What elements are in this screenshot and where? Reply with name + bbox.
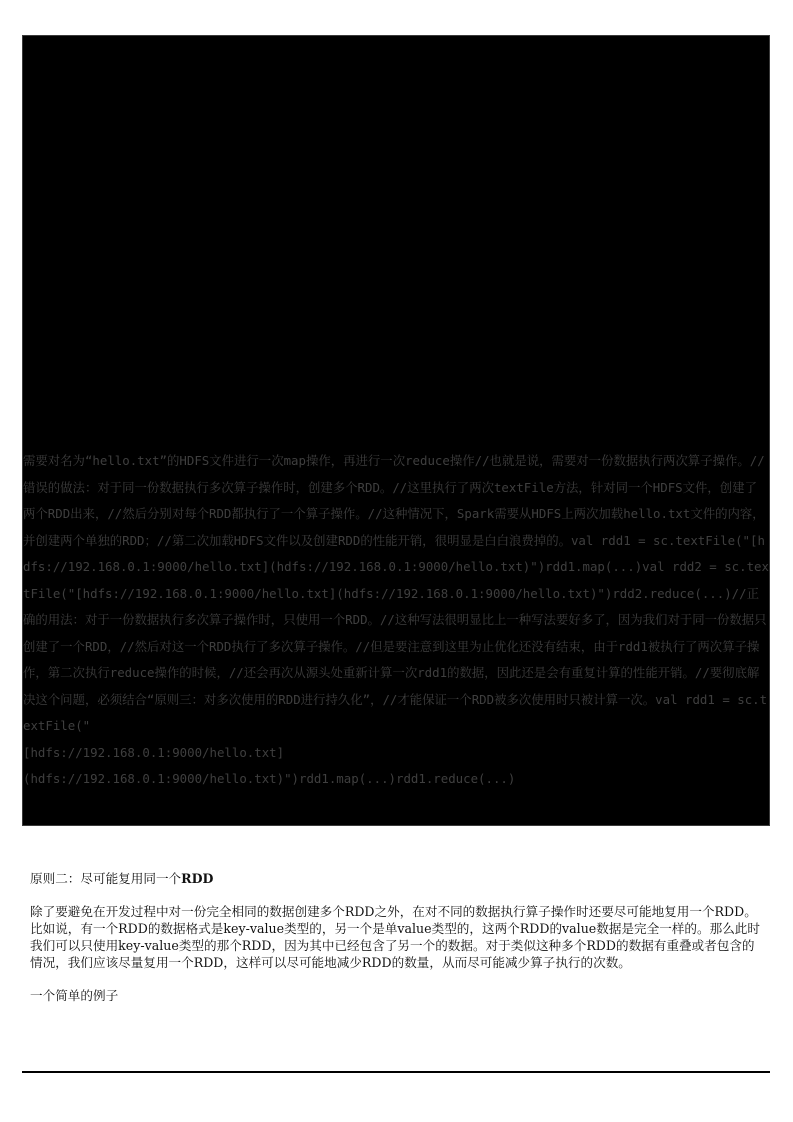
section-heading-bold: RDD bbox=[181, 871, 214, 886]
article-section bbox=[30, 870, 765, 1004]
section-paragraph: 除了要避免在开发过程中对一份完全相同的数据创建多个RDD之外，在对不同的数据执行算子操作时还要尽可能地复用一个RDD。比如说，有一个RDD的数据格式是key-value类型的，另一个是单value类型的，这两个RDD的value数据是完全一样的。那么此时我们可以只使用key-value类型的那个RDD，因为其中已经包含了另一个的数据。对于类似这种多个RDD的数据有重叠或者包含的情况，我们应该尽量复用一个RDD，这样可以尽可能地减少RDD的数量，从而尽可能减少算子执行的次数。 bbox=[30, 904, 760, 970]
page-divider bbox=[22, 1071, 770, 1073]
section-heading-prefix: 原则二：尽可能复用同一个 bbox=[30, 871, 182, 886]
code-text: 需要对名为“hello.txt”的HDFS文件进行一次map操作，再进行一次reduce操作//也就是说，需要对一份数据执行两次算子操作。//错误的做法：对于同一份数据执行多次算子操作时，创建多个RDD。//这里执行了两次textFile方法，针对同一个HDFS文件，创建了两个RDD出来，//然后分别对每个RDD都执行了一个算子操作。//这种情况下，Spark需要从HDFS上两次加载hello.txt文件的内容，并创建两个单独的RDD；//第二次加载HDFS文件以及创建RDD的性能开销，很明显是白白浪费掉的。val rdd1 = sc.textFile("[hdfs://192.168.0.1:9000/hello.txt](hdfs://192.168.0.1:9000/hello.txt)")rdd1.map(...)val rdd2 = sc.textFile("[hdfs://192.168.0.1:9000/hello.txt](hdfs://192.168.0.1:9000/hello.txt)")rdd2.reduce(...)//正确的用法：对于一份数据执行多次算子操作时，只使用一个RDD。//这种写法很明显比上一种写法要好多了，因为我们对于同一份数据只创建了一个RDD，//然后对这一个RDD执行了多次算子操作。//但是要注意到这里为止优化还没有结束，由于rdd1被执行了两次算子操作，第二次执行reduce操作的时候，//还会再次从源头处重新计算一次rdd1的数据，因此还是会有重复计算的性能开销。//要彻底解决这个问题，必须结合“原则三：对多次使用的RDD进行持久化”，//才能保证一个RDD被多次使用时只被计算一次。val rdd1 = sc.textFile(" [hdfs://192.168.0.1:9000/hello.txt] (hdfs://192.168.0.1:9000/hello.txt)")rdd1.map(...)rdd1.reduce(...) bbox=[23, 453, 769, 786]
code-block bbox=[22, 35, 770, 826]
example-subheading: 一个简单的例子 bbox=[30, 988, 119, 1003]
section-heading bbox=[30, 870, 765, 887]
